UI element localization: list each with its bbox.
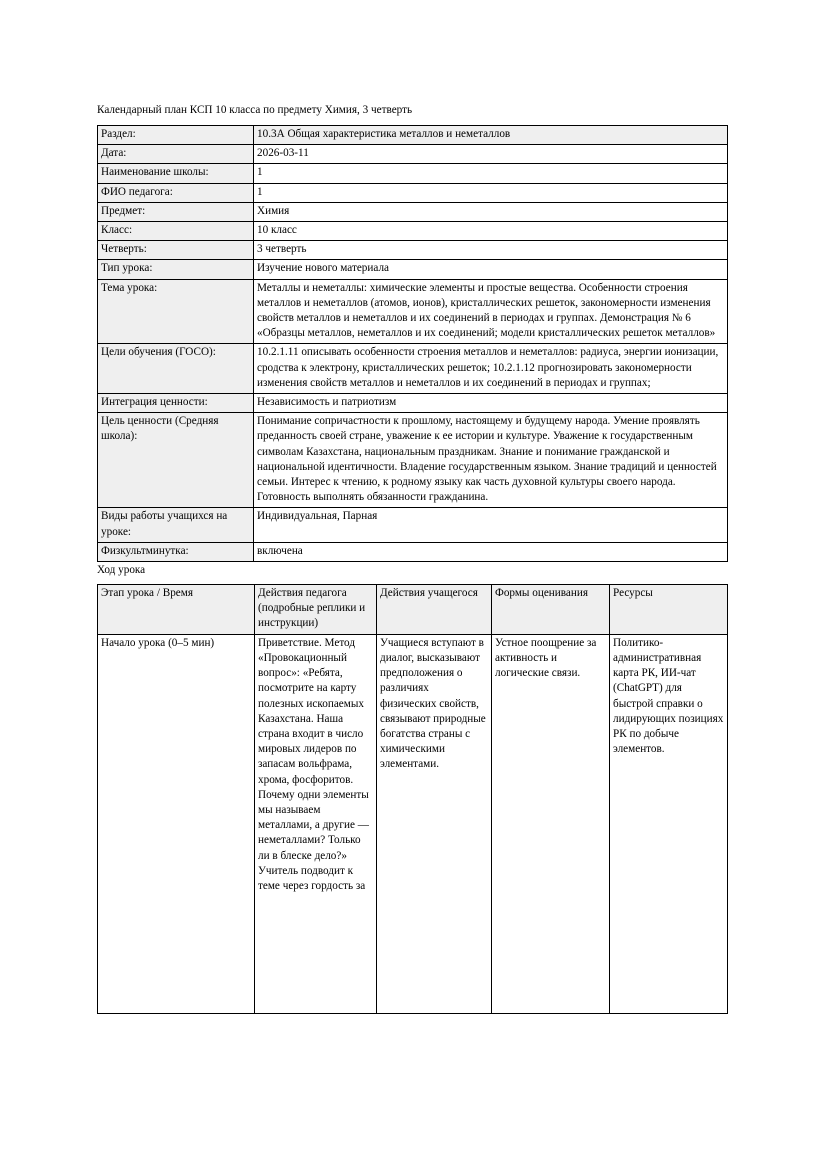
- cell-stage: Начало урока (0–5 мин): [98, 634, 255, 1013]
- info-value: Изучение нового материала: [254, 260, 728, 279]
- table-row: [98, 260, 728, 279]
- info-value: Химия: [254, 202, 728, 221]
- info-value: Понимание сопричастности к прошлому, настоящему и будущему народа. Умение проявлять преданность своей стране, уважение к ее истории и культуре. Уважение к государственным символам Казахстана, национальным праздникам. Знание и понимание гражданской и национальной идентичности. Владение государственным языком. Знание традиций и ценностей семьи. Интерес к чтению, к родному языку как часть духовной культуры своего народа. Готовность выполнять обязанности гражданина.: [254, 413, 728, 508]
- column-header-assessment-forms: Формы оценивания: [492, 585, 610, 635]
- info-label: Четверть:: [98, 241, 254, 260]
- table-row: [98, 241, 728, 260]
- lesson-flow-body: [98, 634, 728, 1013]
- cell-student-actions: Учащиеся вступают в диалог, высказывают предположения о различиях физических свойств, связывают природные богатства страны с химическими элементами.: [377, 634, 492, 1013]
- page-title: Календарный план КСП 10 класса по предмету Химия, 3 четверть: [97, 104, 413, 116]
- table-row: [98, 164, 728, 183]
- table-row: [98, 145, 728, 164]
- info-label: Физкультминутка:: [98, 542, 254, 561]
- info-label: Раздел:: [98, 126, 254, 145]
- table-row: [98, 634, 728, 1013]
- table-header-row: [98, 585, 728, 635]
- info-label: Тип урока:: [98, 260, 254, 279]
- info-label: Класс:: [98, 222, 254, 241]
- info-value: 1: [254, 183, 728, 202]
- info-value: 10.2.1.11 описывать особенности строения металлов и неметаллов: радиуса, энергии ионизации, сродства к электрону, кристаллических решеток; 10.2.1.12 прогнозировать закономерности изменения свойств металлов и неметаллов и их соединений в периодах и группах;: [254, 344, 728, 394]
- table-row: [98, 126, 728, 145]
- info-label: Интеграция ценности:: [98, 394, 254, 413]
- table-row: [98, 542, 728, 561]
- column-header-teacher-actions: Действия педагога (подробные реплики и инструкции): [255, 585, 377, 635]
- info-value: 3 четверть: [254, 241, 728, 260]
- info-value: Индивидуальная, Парная: [254, 508, 728, 542]
- table-row: [98, 344, 728, 394]
- info-label: Предмет:: [98, 202, 254, 221]
- document-body: [97, 103, 727, 1014]
- cell-assessment-forms: Устное поощрение за активность и логические связи.: [492, 634, 610, 1013]
- info-value: 1: [254, 164, 728, 183]
- info-label: Наименование школы:: [98, 164, 254, 183]
- table-row: [98, 183, 728, 202]
- table-row: [98, 394, 728, 413]
- info-label: Виды работы учащихся на уроке:: [98, 508, 254, 542]
- lesson-flow-table: [97, 584, 728, 1014]
- column-header-stage: Этап урока / Время: [98, 585, 255, 635]
- info-label: Цель ценности (Средняя школа):: [98, 413, 254, 508]
- info-value: 2026-03-11: [254, 145, 728, 164]
- table-row: [98, 279, 728, 344]
- lesson-flow-heading: Ход урока: [97, 564, 146, 577]
- info-value: 10 класс: [254, 222, 728, 241]
- table-row: [98, 202, 728, 221]
- lesson-info-table: [97, 125, 728, 562]
- info-value: Металлы и неметаллы: химические элементы и простые вещества. Особенности строения металлов и неметаллов (атомов, ионов), кристаллических решеток, закономерности изменения свойств металлов и неметаллов и их соединений в периодах и группах. Демонстрация № 6 «Образцы металлов, неметаллов и их соединений; модели кристаллических решеток металлов»: [254, 279, 728, 344]
- lesson-flow-header: [98, 585, 728, 635]
- column-header-student-actions: Действия учащегося: [377, 585, 492, 635]
- lesson-info-body: [98, 126, 728, 562]
- cell-resources: Политико-административная карта РК, ИИ-чат (ChatGPT) для быстрой справки о лидирующих позициях РК по добыче элементов.: [610, 634, 728, 1013]
- info-value: 10.3А Общая характеристика металлов и неметаллов: [254, 126, 728, 145]
- info-value: Независимость и патриотизм: [254, 394, 728, 413]
- info-value: включена: [254, 542, 728, 561]
- table-row: [98, 508, 728, 542]
- info-label: Цели обучения (ГОСО):: [98, 344, 254, 394]
- table-row: [98, 413, 728, 508]
- table-row: [98, 222, 728, 241]
- info-label: Дата:: [98, 145, 254, 164]
- cell-teacher-actions: Приветствие. Метод «Провокационный вопрос»: «Ребята, посмотрите на карту полезных ископаемых Казахстана. Наша страна входит в число мировых лидеров по запасам вольфрама, хрома, фосфоритов. Почему одни элементы мы называем металлами, а другие — неметаллами? Только ли в блеске дело?» Учитель подводит к теме через гордость за: [255, 634, 377, 1013]
- info-label: Тема урока:: [98, 279, 254, 344]
- info-label: ФИО педагога:: [98, 183, 254, 202]
- column-header-resources: Ресурсы: [610, 585, 728, 635]
